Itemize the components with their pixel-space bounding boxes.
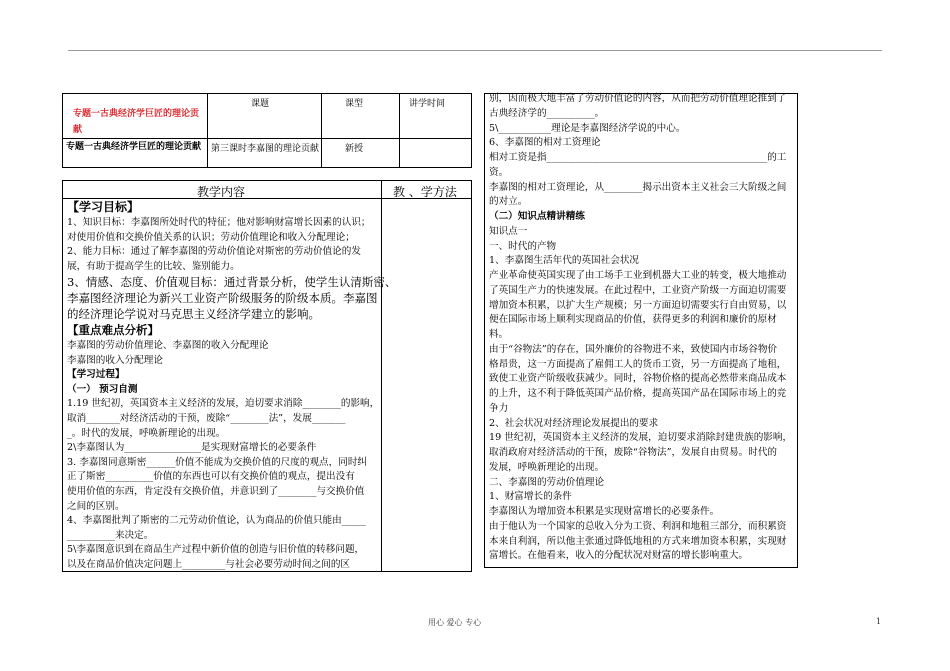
col-type: 课型: [345, 99, 364, 109]
right-lines-line: 19 世纪初，英国资本主义经济的发展，迫切要求消除封建贵族的影响，: [489, 432, 793, 444]
col-method: 教 、学方法: [393, 185, 457, 199]
right-lines-line: 李嘉图的相对工资理论，从________揭示出资本主义社会三大阶级之间: [489, 181, 787, 193]
left-lines-line: 1、知识目标：李嘉图所处时代的特征；他对影响财富增长因素的认识；: [67, 217, 371, 229]
left-lines-line: （一） 预习自测: [67, 383, 138, 395]
right-lines-line: 增加资本积累，以扩大生产规模；另一方面迫切需要实行自由贸易，以: [489, 299, 787, 311]
hdr-divider-2: [321, 94, 322, 168]
right-lines-line: 取消政府对经济活动的干预，废除“谷物法”，发展自由贸易。时代的: [489, 447, 778, 458]
right-lines-line: 资。: [489, 166, 509, 178]
left-lines-line: 取消_______对经济活动的干预，废除“________法”，发展_______: [67, 412, 346, 424]
right-lines-line: 相对工资是指______________________________________________的工: [489, 152, 787, 163]
right-lines-line: 的对立。: [489, 196, 528, 208]
right-lines-line: 了英国生产力的快速发展。在此过程中，工业资产阶级一方面迫切需要: [489, 284, 787, 296]
left-lines-line: 的经济理论学说对马克思主义经济学建立的影响。: [67, 306, 320, 321]
row2-type: 新授: [345, 144, 364, 154]
right-lines-line: 的上升，这不利于降低英国产品价格，提高英国产品在国际市场上的竞: [489, 388, 787, 399]
left-lines-line: 【重点难点分析】: [67, 322, 159, 337]
right-lines-line: 1、财富增长的条件: [489, 491, 572, 503]
top-rule: [68, 50, 882, 51]
footer-motto: 用心 爱心 专心: [428, 618, 482, 627]
right-lines-line: 别，因而极大地丰富了劳动价值论的内容，从而把劳动价值理论推到了: [489, 93, 787, 104]
left-lines-line: 展，有助于提高学生的比较、鉴别能力。: [67, 260, 240, 272]
right-lines-line: 由于他认为一个国家的总收入分为工资、利润和地租三部分，而积累资: [489, 520, 787, 532]
left-lines-line: 对使用价值和交换价值关系的认识；劳动价值理论和收入分配理论；: [67, 231, 355, 243]
right-lines-line: 知识点一: [489, 225, 528, 237]
left-lines-line: __________来决定。: [67, 529, 154, 541]
right-lines-line: 1、李嘉图生活年代的英国社会状况: [489, 255, 640, 267]
left-lines-line: 李嘉图经济理论为新兴工业资产阶级服务的阶级本质。李嘉图: [67, 290, 378, 305]
header-table: [62, 93, 472, 168]
right-lines-line: 一、时代的产物: [489, 240, 557, 252]
right-lines-line: 富增长。在他看来，收入的分配状况对财富的增长影响重大。: [489, 550, 749, 562]
hdr-row-divider: [63, 138, 471, 139]
right-lines-line: 发展，呼唤新理论的出现。: [489, 461, 605, 473]
left-lines-line: 5\李嘉图意识到在商品生产过程中新价值的创造与旧价值的转移问题，: [67, 544, 365, 556]
left-lines-line: 李嘉图的劳动价值理论、李嘉图的收入分配理论: [67, 339, 269, 351]
left-lines-line: 3、情感、态度、价值观目标：通过背景分析，使学生认清斯密、: [67, 274, 397, 289]
right-lines-line: 争力: [489, 402, 509, 414]
lesson-title: 专题一古典经济学巨匠的理论贡献: [73, 109, 200, 135]
row2-lesson: 第三课时李嘉图的理论贡献: [211, 144, 320, 154]
left-lines-line: 3. 李嘉图同意斯密______价值不能成为交换价值的尺度的观点，同时纠: [67, 456, 368, 468]
right-lines-line: 格昂贵，这一方面提高了雇佣工人的货币工资，另一方面提高了地租，: [489, 358, 787, 370]
left-lines-line: 2、能力目标：通过了解李嘉图的劳动价值论对斯密的劳动价值论的发: [67, 246, 361, 258]
right-lines-line: 5\___________理论是李嘉图经济学说的中心。: [489, 122, 686, 134]
col-time: 讲学时间: [409, 99, 446, 109]
right-lines-line: 6、李嘉图的相对工资理论: [489, 137, 601, 149]
right-lines-line: 由于“谷物法”的存在，国外廉价的谷物进不来，致使国内市场谷物价: [489, 343, 778, 355]
right-content-box: [484, 93, 798, 568]
right-lines-line: 李嘉图认为增加资本积累是实现财富增长的必要条件。: [489, 506, 720, 517]
right-lines-line: 本来自利润，所以他主张通过降低地租的方式来增加资本积累，实现财: [489, 535, 787, 547]
left-lines-line: 之间的区别。: [67, 500, 125, 512]
left-lines-line: _。时代的发展，呼唤新理论的出现。: [67, 427, 226, 439]
content-table: [62, 180, 472, 572]
col-teaching-content: 教学内容: [197, 185, 246, 199]
left-lines-line: 4、李嘉图批判了斯密的二元劳动价值论，认为商品的价值只能由_____: [67, 515, 366, 527]
row2-topic: 专题一古典经济学巨匠的理论贡献: [66, 142, 202, 152]
content-col-divider: [381, 181, 382, 571]
hdr-divider-1: [207, 94, 208, 168]
left-lines-line: 2\李嘉图认为________________是实现财富增长的必要条件: [67, 442, 317, 454]
right-lines-line: 2、社会状况对经济理论发展提出的要求: [489, 417, 659, 429]
page-number: 1: [876, 617, 882, 626]
right-lines-line: 料。: [489, 329, 509, 340]
right-lines-line: 古典经济学的__________。: [489, 107, 605, 119]
left-lines-line: 以及在商品价值决定问题上_________与社会必要劳动时间之间的区: [67, 558, 351, 570]
left-lines-line: 正了斯密__________价值的东西也可以有交换价值的观点，提出没有: [67, 471, 355, 483]
left-lines-line: 【学习目标】: [67, 200, 140, 214]
left-lines-line: 使用价值的东西，肯定没有交换价值，并意识到了________与交换价值: [67, 485, 365, 497]
left-lines-line: 【学习过程】: [67, 369, 125, 381]
right-lines-line: 便在国际市场上顺利实现商品的价值，获得更多的利润和廉价的原材: [489, 314, 777, 326]
hdr-divider-3: [399, 94, 400, 168]
left-lines-line: 1.19 世纪初，英国资本主义经济的发展，迫切要求消除________的影响，: [67, 398, 380, 410]
right-lines-line: 致使工业资产阶级收获减少。同时，谷物价格的提高必然带来商品成本: [489, 373, 787, 385]
right-lines-line: 产业革命使英国实现了由工场手工业到机器大工业的转变，极大地推动: [489, 270, 787, 281]
right-lines-line: （二）知识点精讲精练: [489, 211, 585, 222]
left-lines-line: 李嘉图的收入分配理论: [67, 354, 163, 366]
col-topic: 课题: [251, 99, 270, 109]
right-lines-line: 二、李嘉图的劳动价值理论: [489, 476, 605, 488]
